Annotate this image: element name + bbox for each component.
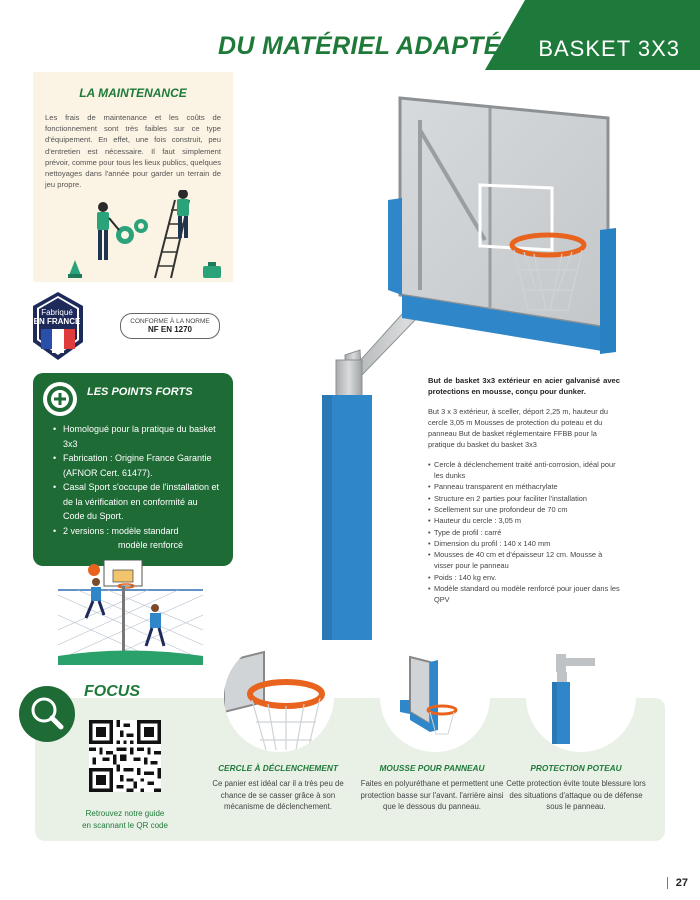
points-forts-list: [50, 422, 220, 553]
fabrique-label: Fabriqué: [41, 308, 73, 317]
panneau-photo: [380, 642, 490, 752]
spec-item: • Panneau transparent en méthacrylate: [428, 481, 620, 492]
feature-text-mousse: Faites en polyuréthane et permettent une protection basse sur l'avant. l'arrière ainsi que le dessous du panneau.: [360, 779, 504, 811]
points-forts-item4b: modèle renforcé: [118, 540, 184, 550]
section-tab-label: BASKET 3X3: [538, 36, 680, 61]
spec-item: • Poids : 140 kg env.: [428, 572, 620, 583]
spec-item: • Structure en 2 parties pour faciliter l'installation: [428, 493, 620, 504]
spec-item: • Type de profil : carré: [428, 527, 620, 538]
maintenance-illustration: [63, 190, 233, 280]
qr-caption: [70, 808, 180, 832]
feature-title-poteau: PROTECTION POTEAU: [530, 763, 622, 773]
cercle-photo: [224, 642, 334, 752]
spec-item: • Hauteur du cercle : 3,05 m: [428, 515, 620, 526]
basketball-court-illustration: [58, 560, 203, 665]
rim-image: [224, 642, 334, 752]
qr-code[interactable]: [89, 720, 161, 792]
product-lead: But de basket 3x3 extérieur en acier galvanisé avec protections en mousse, conçu pour dunker.: [428, 376, 620, 397]
norm-line2: NF EN 1270: [147, 325, 193, 334]
points-forts-item: • Casal Sport s'occupe de l'installation et de la vérification en conformité au Code du Sport.: [50, 480, 220, 524]
points-forts-title: LES POINTS FORTS: [87, 386, 193, 398]
page-number: 27: [667, 877, 688, 889]
maintenance-title: LA MAINTENANCE: [79, 86, 187, 100]
qr-caption-line2: en scannant le QR code: [82, 821, 168, 830]
norm-badge: [120, 313, 220, 339]
spec-item: • Cercle à déclenchement traité anti-corrosion, idéal pour les dunks: [428, 459, 620, 482]
points-forts-item: • Fabrication : Origine France Garantie (AFNOR Cert. 61477).: [50, 451, 220, 480]
spec-item: • Modèle standard ou modèle renforcé pour jouer dans les QPV: [428, 583, 620, 606]
en-france-label: EN FRANCE: [33, 317, 81, 326]
points-forts-item4a: 2 versions : modèle standard: [63, 525, 179, 536]
fabrique-en-france-badge: [33, 292, 83, 362]
poteau-photo: [526, 642, 636, 752]
focus-title: FOCUS: [84, 683, 140, 700]
backboard-image: [380, 642, 490, 752]
product-description: [428, 375, 620, 606]
product-paragraph: But 3 x 3 extérieur, à sceller, déport 2,25 m, hauteur du cercle 3,05 m Mousses de protection du poteau et du panneau But de basket réglementaire FFBB pour la pratique du basket du basket 3x3: [428, 406, 608, 450]
feature-text-cercle: Ce panier est idéal car il a très peu de chance de se casser grâce à son mécanisme de déclenchement.: [212, 779, 344, 811]
plus-icon: [42, 381, 78, 417]
spec-item: • Dimension du profil : 140 x 140 mm: [428, 538, 620, 549]
page-title: DU MATÉRIEL ADAPTÉ: [218, 32, 501, 60]
magnifier-icon: [18, 685, 76, 743]
feature-title-mousse: MOUSSE POUR PANNEAU: [379, 763, 485, 773]
maintenance-text: Les frais de maintenance et les coûts de fonctionnement sont très faibles sur ce type d'équipement. En effet, une fois construit, peu d'entretien est nécessaire. Il faut simplement prévoir, comme pour tous les lieux publics, quelques nettoyages dans l'année pour garder un terrain de jeu propre.: [45, 113, 222, 190]
feature-text-poteau: Cette protection évite toute blessure lors des situations d'attaque ou de défense sous le panneau.: [506, 779, 646, 811]
points-forts-item: [50, 524, 220, 553]
norm-line1: CONFORME À LA NORME: [130, 318, 210, 325]
qr-caption-line1: Retrouvez notre guide: [85, 809, 165, 818]
maintenance-box: [33, 72, 233, 282]
spec-item: • Scellement sur une profondeur de 70 cm: [428, 504, 620, 515]
points-forts-item: • Homologué pour la pratique du basket 3x3: [50, 422, 220, 451]
spec-item: • Mousses de 40 cm et d'épaisseur 12 cm. Mousse à visser pour le panneau: [428, 549, 620, 572]
product-specs: [428, 459, 620, 606]
post-pad-image: [526, 642, 636, 752]
section-tab: [485, 0, 700, 70]
feature-title-cercle: CERCLE À DÉCLENCHEMENT: [218, 763, 338, 773]
